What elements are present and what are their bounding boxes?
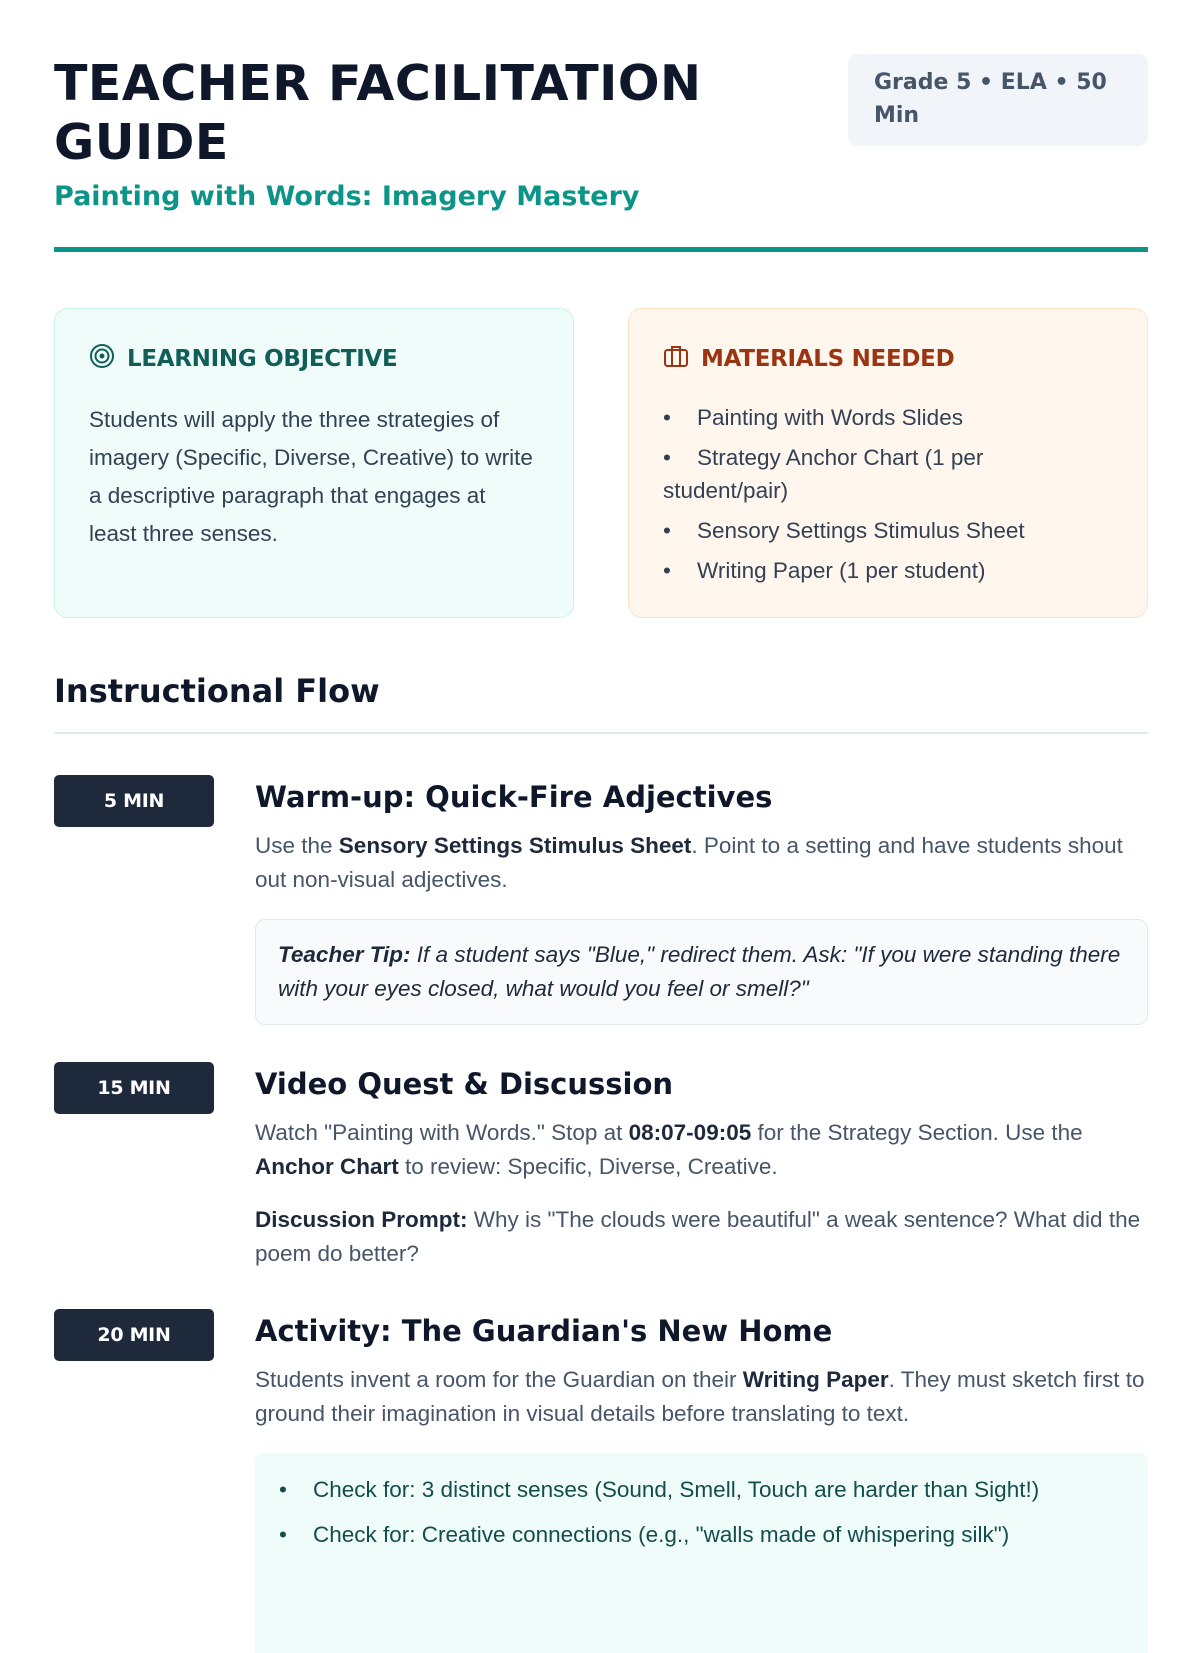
materials-item-label: Painting with Words Slides (697, 405, 963, 430)
teacher-tip-label: Teacher Tip: (278, 942, 411, 967)
briefcase-icon (663, 343, 689, 375)
page-title: TEACHER FACILITATION GUIDE (54, 55, 702, 171)
materials-item-label: Writing Paper (1 per student) (697, 558, 986, 583)
step-title: Video Quest & Discussion (255, 1067, 674, 1101)
time-badge: 20 MIN (54, 1309, 214, 1361)
time-badge: 15 MIN (54, 1062, 214, 1114)
materials-list (663, 401, 1113, 587)
learning-objective-heading: LEARNING OBJECTIVE (127, 346, 398, 372)
learning-objective-text: Students will apply the three strategies of imagery (Specific, Diverse, Creative) to write a descriptive paragraph that engages at least three senses. (89, 407, 533, 546)
header-divider (54, 247, 1148, 252)
section-divider (54, 732, 1148, 734)
step-body (255, 1062, 1148, 1271)
learning-objective-card (54, 308, 574, 618)
teacher-tip-box (255, 919, 1148, 1025)
time-badge: 5 MIN (54, 775, 214, 827)
materials-heading: MATERIALS NEEDED (701, 346, 955, 372)
materials-item-label: Sensory Settings Stimulus Sheet (697, 518, 1025, 543)
step-title: Activity: The Guardian's New Home (255, 1314, 833, 1348)
step-description: Students invent a room for the Guardian on their Writing Paper. They must sketch first to ground their imagination in visual details before translating to text. (255, 1367, 1145, 1426)
instructional-flow-title: Instructional Flow (54, 672, 380, 710)
list-item: • Painting with Words Slides (663, 405, 963, 430)
learning-objective-header (89, 343, 539, 375)
list-item: • Sensory Settings Stimulus Sheet (663, 518, 1025, 543)
materials-item-label: Strategy Anchor Chart (1 per student/pair) (663, 445, 984, 503)
checklist-box (255, 1453, 1148, 1653)
discussion-prompt: Discussion Prompt: Why is "The clouds were beautiful" a weak sentence? What did the poem do better? (255, 1207, 1141, 1266)
materials-card (628, 308, 1148, 618)
header (54, 54, 1148, 214)
step-description: Use the Sensory Settings Stimulus Sheet. Point to a setting and have students shout out non-visual adjectives. (255, 833, 1123, 892)
list-item: • Check for: 3 distinct senses (Sound, Smell, Touch are harder than Sight!) (279, 1477, 1040, 1502)
list-item: • Writing Paper (1 per student) (663, 558, 986, 583)
step-body (255, 1309, 1148, 1653)
step-description: Watch "Painting with Words." Stop at 08:07-09:05 for the Strategy Section. Use the Anchor Chart to review: Specific, Diverse, Creative. (255, 1120, 1083, 1179)
step-title: Warm-up: Quick-Fire Adjectives (255, 780, 773, 814)
teacher-tip-text: If a student says "Blue," redirect them. Ask: "If you were standing there with your eyes closed, what would you feel or smell?" (278, 942, 1121, 1001)
list-item: • Check for: Creative connections (e.g., "walls made of whispering silk") (279, 1522, 1010, 1547)
page-subtitle: Painting with Words: Imagery Mastery (54, 181, 640, 212)
list-item: • Strategy Anchor Chart (1 per student/pair) (663, 445, 984, 503)
step-body (255, 775, 1148, 1025)
materials-header (663, 343, 1113, 375)
target-icon (89, 343, 115, 375)
lesson-meta-badge: Grade 5 • ELA • 50 Min (848, 54, 1148, 146)
checklist (279, 1473, 1124, 1551)
